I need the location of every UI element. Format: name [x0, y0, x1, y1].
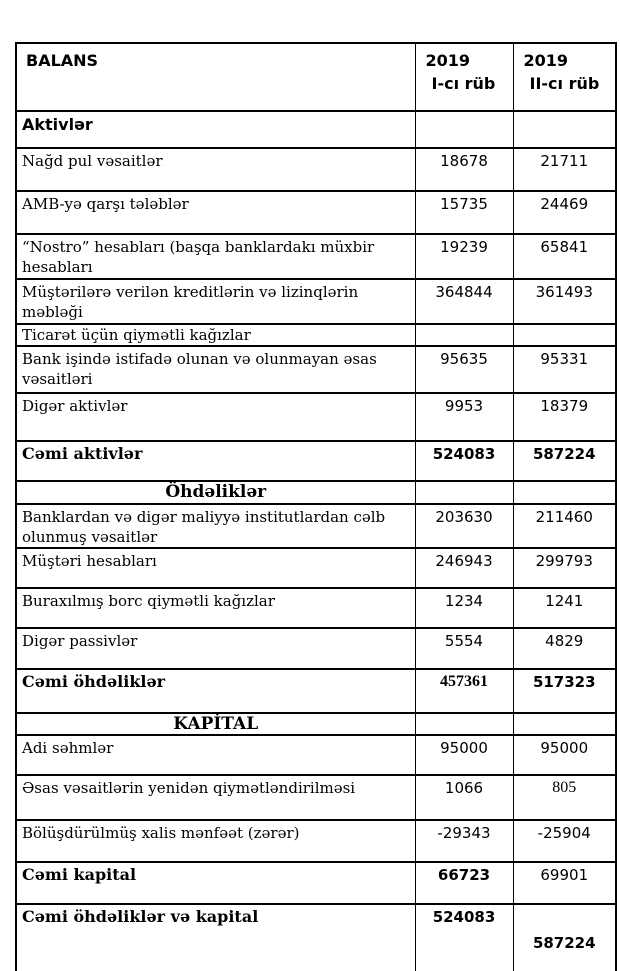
value-q1: [415, 504, 513, 548]
value-q2: [513, 713, 616, 735]
value-q2: [513, 775, 616, 820]
value-q1-text: 19239: [440, 238, 488, 256]
value-q2-text: 18379: [540, 397, 589, 415]
col2-quarter: II-cı rüb: [529, 74, 600, 93]
row-label: Digər passivlər: [16, 628, 415, 669]
row-label: Banklardan və digər maliyyə institutlardan cəlb olunmuş vəsaitlər: [16, 504, 415, 548]
table-row: [16, 111, 616, 148]
value-q2-text: 24469: [540, 195, 589, 213]
value-q2: [513, 669, 616, 713]
value-q2: [513, 393, 616, 441]
value-q2-text: 95000: [540, 739, 589, 757]
value-q1: [415, 111, 513, 148]
row-label: Cəmi aktivlər: [16, 441, 415, 481]
row-label: Bölüşdürülmüş xalis mənfəət (zərər): [16, 820, 415, 862]
value-q2-text: 517323: [532, 673, 596, 691]
row-label: Müştəri hesabları: [16, 548, 415, 588]
value-q2-text: 69901: [540, 866, 589, 884]
table-row: [16, 548, 616, 588]
value-q1-text: 95635: [440, 350, 488, 368]
table-row: [16, 393, 616, 441]
value-q2: [513, 191, 616, 234]
value-q1: [415, 148, 513, 191]
value-q2: [513, 441, 616, 481]
table-row: [16, 628, 616, 669]
value-q2-text: 21711: [540, 152, 589, 170]
table-row: [16, 324, 616, 346]
row-label: Cəmi öhdəliklər və kapital: [16, 904, 415, 971]
table-row: [16, 148, 616, 191]
value-q2: [513, 148, 616, 191]
value-q2-text: 361493: [535, 283, 593, 301]
value-q2-text: 4829: [545, 632, 584, 650]
value-q2-text: 211460: [535, 508, 593, 526]
value-q2-text: 805: [552, 779, 577, 796]
header-title-cell: [16, 43, 415, 111]
table-row: [16, 820, 616, 862]
value-q2: [513, 324, 616, 346]
value-q2-text: 65841: [540, 238, 589, 256]
value-q2: [513, 735, 616, 775]
table-row: [16, 346, 616, 393]
value-q1: [415, 324, 513, 346]
value-q1-text: 246943: [435, 552, 493, 570]
value-q1-text: 95000: [440, 739, 488, 757]
row-label: Nağd pul vəsaitlər: [16, 148, 415, 191]
row-label: Bank işində istifadə olunan və olunmayan əsas vəsaitləri: [16, 346, 415, 393]
value-q1: [415, 346, 513, 393]
value-q1: [415, 713, 513, 735]
row-label: KAPİTAL: [16, 713, 415, 735]
value-q2: [513, 346, 616, 393]
row-label: AMB-yə qarşı tələblər: [16, 191, 415, 234]
row-label: Cəmi öhdəliklər: [16, 669, 415, 713]
table-row: [16, 234, 616, 279]
table-row: [16, 481, 616, 504]
value-q2-text: 587224: [532, 445, 596, 463]
value-q2: [513, 548, 616, 588]
value-q2: [513, 234, 616, 279]
value-q2-text: 1241: [545, 592, 584, 610]
value-q1-text: 15735: [440, 195, 488, 213]
value-q1-text: 524083: [432, 908, 496, 926]
table-row: [16, 279, 616, 324]
table-row: [16, 775, 616, 820]
value-q1: [415, 669, 513, 713]
value-q2-text: -25904: [537, 824, 591, 842]
row-label: Öhdəliklər: [16, 481, 415, 504]
value-q2: [513, 904, 616, 971]
value-q1-text: 18678: [440, 152, 488, 170]
value-q1: [415, 191, 513, 234]
table-row: [16, 191, 616, 234]
value-q2: [513, 820, 616, 862]
value-q1: [415, 775, 513, 820]
table-body: [16, 111, 616, 971]
col2-year: 2019: [523, 51, 569, 70]
value-q1: [415, 904, 513, 971]
value-q1: [415, 548, 513, 588]
value-q1-text: 457361: [440, 673, 488, 690]
value-q2: [513, 279, 616, 324]
value-q1: [415, 628, 513, 669]
header-col2-cell: [513, 43, 616, 111]
row-label: Ticarət üçün qiymətli kağızlar: [16, 324, 415, 346]
value-q1: [415, 234, 513, 279]
value-q1-text: 203630: [435, 508, 493, 526]
row-label: “Nostro” hesabları (başqa banklardakı müxbir hesabları: [16, 234, 415, 279]
value-q1: [415, 393, 513, 441]
row-label: Adi səhmlər: [16, 735, 415, 775]
balance-table: [15, 42, 617, 971]
row-label: Cəmi kapital: [16, 862, 415, 904]
value-q2-text: 587224: [532, 934, 596, 952]
col1-year: 2019: [425, 51, 471, 70]
value-q1: [415, 862, 513, 904]
value-q1-text: 524083: [432, 445, 496, 463]
table-header-row: [16, 43, 616, 111]
row-label: Digər aktivlər: [16, 393, 415, 441]
table-row: [16, 735, 616, 775]
table-row: [16, 441, 616, 481]
value-q1-text: 1234: [444, 592, 484, 610]
value-q1-text: 5554: [444, 632, 484, 650]
value-q2: [513, 504, 616, 548]
value-q1: [415, 820, 513, 862]
value-q2: [513, 588, 616, 628]
table-row: [16, 713, 616, 735]
value-q1: [415, 441, 513, 481]
row-label: Müştərilərə verilən kreditlərin və lizinqlərin məbləği: [16, 279, 415, 324]
value-q2: [513, 862, 616, 904]
table-title: BALANS: [26, 51, 99, 70]
value-q2: [513, 111, 616, 148]
value-q1-text: -29343: [437, 824, 491, 842]
value-q2: [513, 628, 616, 669]
value-q1: [415, 481, 513, 504]
value-q1: [415, 588, 513, 628]
row-label: Buraxılmış borc qiymətli kağızlar: [16, 588, 415, 628]
col1-quarter: I-cı rüb: [431, 74, 496, 93]
table-row: [16, 862, 616, 904]
row-label: Aktivlər: [16, 111, 415, 148]
value-q2-text: 95331: [540, 350, 589, 368]
value-q1: [415, 279, 513, 324]
table-row: [16, 504, 616, 548]
value-q1: [415, 735, 513, 775]
value-q1-text: 9953: [444, 397, 484, 415]
value-q2-text: 299793: [535, 552, 593, 570]
table-row: [16, 904, 616, 971]
value-q2: [513, 481, 616, 504]
header-col1-cell: [415, 43, 513, 111]
table-row: [16, 669, 616, 713]
value-q1-text: 66723: [437, 866, 491, 884]
value-q1-text: 364844: [435, 283, 493, 301]
value-q1-text: 1066: [444, 779, 484, 797]
table-row: [16, 588, 616, 628]
row-label: Əsas vəsaitlərin yenidən qiymətləndirilməsi: [16, 775, 415, 820]
